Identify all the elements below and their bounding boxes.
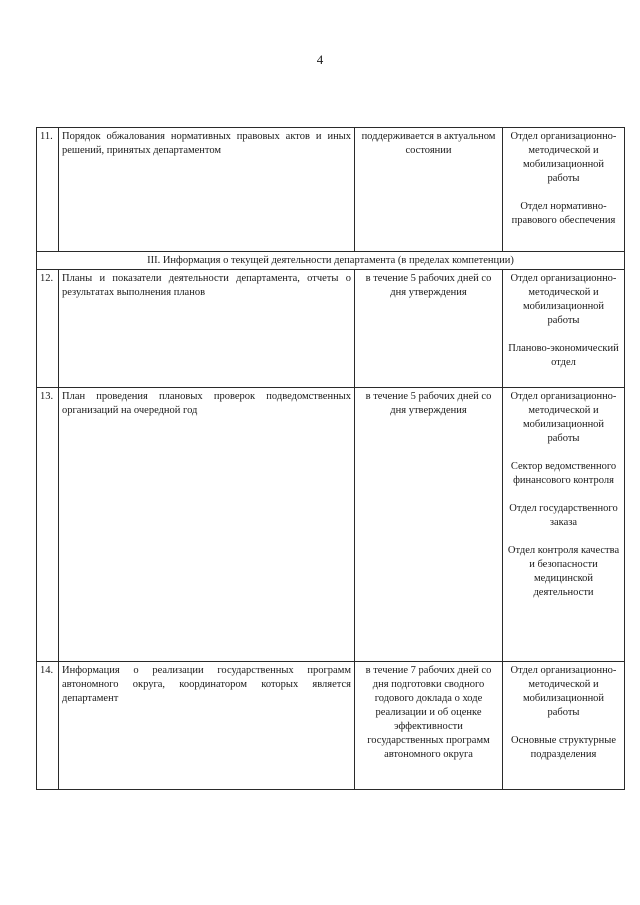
responsible-unit: Основные структурные подразделения [510,735,616,760]
row-number: 13. [37,388,59,662]
responsible-unit: Отдел контроля качества и безопасности медицинской деятельности [507,545,620,598]
table-row [37,270,625,388]
responsible-unit: Отдел государственного заказа [509,503,618,528]
row-name: Информация о реализации государственных программ автономного округа, координатором которых является департамент [59,662,355,790]
row-number: 12. [37,270,59,388]
responsible-unit: Сектор ведомственного финансового контроля [510,461,617,486]
document-table [36,127,625,790]
section-heading: III. Информация о текущей деятельности департамента (в пределах компетенции) [37,252,625,270]
row-number: 14. [37,662,59,790]
table-row [37,662,625,790]
row-term: поддерживается в актуальном состоянии [355,128,503,252]
row-term: в течение 5 рабочих дней со дня утверждения [355,388,503,662]
responsible-unit: Отдел нормативно-правового обеспечения [511,201,616,226]
row-term: в течение 5 рабочих дней со дня утверждения [355,270,503,388]
row-number: 11. [37,128,59,252]
row-responsible [503,662,625,790]
responsible-unit: Планово-экономический отдел [508,343,619,368]
row-responsible [503,128,625,252]
responsible-unit: Отдел организационно-методической и мобилизационной работы [510,273,617,326]
table-row [37,128,625,252]
responsible-unit: Отдел организационно-методической и мобилизационной работы [510,391,617,444]
section-row [37,252,625,270]
row-responsible [503,270,625,388]
responsible-unit: Отдел организационно-методической и мобилизационной работы [510,131,617,184]
row-responsible [503,388,625,662]
table-row [37,388,625,662]
responsible-unit: Отдел организационно-методической и мобилизационной работы [510,665,617,718]
row-name: План проведения плановых проверок подведомственных организаций на очередной год [59,388,355,662]
row-name: Планы и показатели деятельности департамента, отчеты о результатах выполнения планов [59,270,355,388]
row-name: Порядок обжалования нормативных правовых актов и иных решений, принятых департаментом [59,128,355,252]
row-term: в течение 7 рабочих дней со дня подготовки сводного годового доклада о ходе реализации и об оценке эффективности государственных программ автономного округа [355,662,503,790]
page-number: 4 [316,52,324,67]
